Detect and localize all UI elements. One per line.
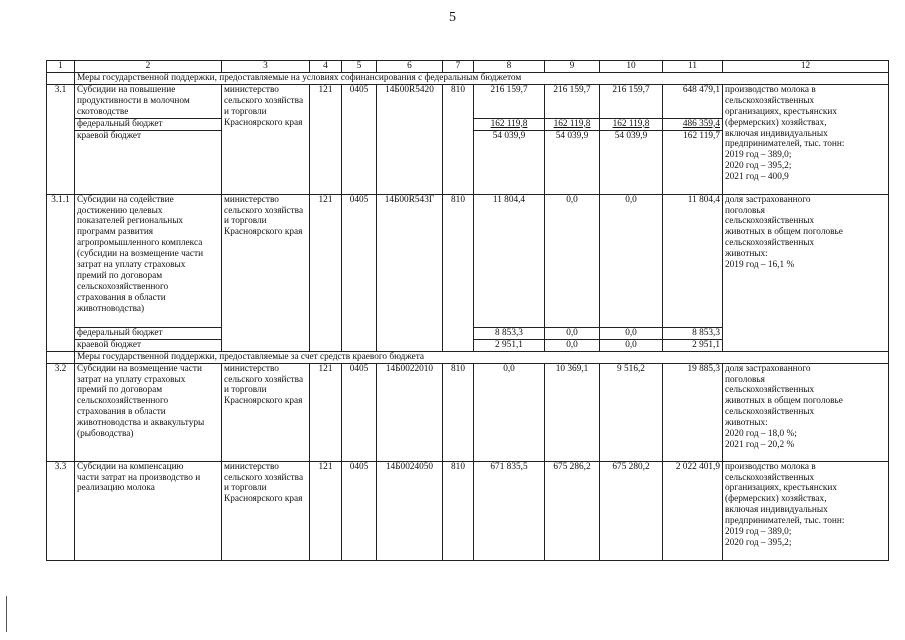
federal-amount-total: 8 853,3	[663, 327, 723, 339]
table-row	[47, 84, 889, 118]
amount-year-2: 216 159,7	[545, 84, 600, 118]
federal-amount-year-1: 162 119,8	[474, 118, 545, 130]
regional-amount-year-2: 0,0	[545, 339, 600, 351]
table-row	[47, 461, 889, 560]
expected-result: доля застрахованного поголовья сельскохозяйственных животных в общем поголовье сельскохозяйственных животных: 2019 год – 16,1 %	[723, 194, 889, 351]
table-row	[47, 363, 889, 461]
csr-code: 14Б00R543Г	[377, 194, 443, 351]
measure-name: Субсидии на возмещение части затрат на уплату страховых премий по договорам сельскохозяйственного страхования в области животноводства и аквакультуры (рыбоводства)	[75, 363, 222, 461]
executor: министерство сельского хозяйства и торговли Красноярского края	[222, 461, 310, 560]
column-number: 9	[545, 61, 600, 73]
regional-budget-label: краевой бюджет	[75, 130, 222, 194]
amount-year-2: 675 286,2	[545, 461, 600, 560]
table-row	[47, 194, 889, 327]
expected-result: производство молока в сельскохозяйственных организациях, крестьянских (фермерских) хозяйствах, включая индивидуальных предпринимателей, тыс. тонн: 2019 год – 389,0; 2020 год – 395,2; 2021 год – 400,9	[723, 84, 889, 194]
amount-year-3: 0,0	[600, 194, 663, 327]
vr-code: 810	[443, 84, 474, 194]
measure-name: Субсидии на компенсацию части затрат на производство и реализацию молока	[75, 461, 222, 560]
vr-code: 810	[443, 363, 474, 461]
expected-result: доля застрахованного поголовья сельскохозяйственных животных в общем поголовье сельскохозяйственных животных: 2020 год – 18,0 %; 2021 год – 20,2 %	[723, 363, 889, 461]
column-number: 3	[222, 61, 310, 73]
section-federal-title: Меры государственной поддержки, предоставляемые на условиях софинансирования с федеральным бюджетом	[75, 72, 889, 84]
regional-amount-year-2: 54 039,9	[545, 130, 600, 194]
column-number: 5	[342, 61, 377, 73]
column-number: 7	[443, 61, 474, 73]
grbs-code: 121	[310, 461, 342, 560]
amount-year-3: 216 159,7	[600, 84, 663, 118]
section-regional-title: Меры государственной поддержки, предоставляемые за счет средств краевого бюджета	[75, 351, 889, 363]
rzpr-code: 0405	[342, 194, 377, 351]
page-number: 5	[449, 10, 456, 25]
column-number: 12	[723, 61, 889, 73]
federal-budget-label: федеральный бюджет	[75, 327, 222, 339]
federal-amount-year-2: 0,0	[545, 327, 600, 339]
row-number: 3.1.1	[47, 194, 75, 351]
row-number: 3.2	[47, 363, 75, 461]
amount-year-1: 0,0	[474, 363, 545, 461]
amount-year-2: 0,0	[545, 194, 600, 327]
column-number: 8	[474, 61, 545, 73]
amount-year-1: 11 804,4	[474, 194, 545, 327]
amount-year-3: 675 280,2	[600, 461, 663, 560]
amount-year-1: 671 835,5	[474, 461, 545, 560]
grbs-code: 121	[310, 194, 342, 351]
rzpr-code: 0405	[342, 461, 377, 560]
column-number: 2	[75, 61, 222, 73]
executor: министерство сельского хозяйства и торговли Красноярского края	[222, 194, 310, 351]
federal-amount-year-1: 8 853,3	[474, 327, 545, 339]
csr-code: 14Б00R5420	[377, 84, 443, 194]
row-number: 3.1	[47, 84, 75, 194]
scan-margin-line	[6, 596, 7, 632]
measure-name: Субсидии на повышение продуктивности в молочном скотоводстве	[75, 84, 222, 118]
regional-budget-label: краевой бюджет	[75, 339, 222, 351]
amount-total: 11 804,4	[663, 194, 723, 327]
vr-code: 810	[443, 461, 474, 560]
executor: министерство сельского хозяйства и торговли Красноярского края	[222, 84, 310, 194]
federal-amount-year-3: 0,0	[600, 327, 663, 339]
column-number-row	[47, 61, 889, 73]
amount-year-2: 10 369,1	[545, 363, 600, 461]
amount-total: 648 479,1	[663, 84, 723, 118]
regional-amount-year-3: 0,0	[600, 339, 663, 351]
amount-total: 19 885,3	[663, 363, 723, 461]
amount-total: 2 022 401,9	[663, 461, 723, 560]
federal-amount-total: 486 359,4	[663, 118, 723, 130]
federal-budget-label: федеральный бюджет	[75, 118, 222, 130]
regional-amount-year-1: 54 039,9	[474, 130, 545, 194]
row-number: 3.3	[47, 461, 75, 560]
csr-code: 14Б0024050	[377, 461, 443, 560]
column-number: 11	[663, 61, 723, 73]
executor: министерство сельского хозяйства и торговли Красноярского края	[222, 363, 310, 461]
subsidies-table	[46, 60, 889, 561]
vr-code: 810	[443, 194, 474, 351]
column-number: 10	[600, 61, 663, 73]
column-number: 6	[377, 61, 443, 73]
column-number: 4	[310, 61, 342, 73]
grbs-code: 121	[310, 363, 342, 461]
regional-amount-year-3: 54 039,9	[600, 130, 663, 194]
grbs-code: 121	[310, 84, 342, 194]
section-header-row	[47, 351, 889, 363]
regional-amount-year-1: 2 951,1	[474, 339, 545, 351]
section-header-row	[47, 72, 889, 84]
regional-amount-total: 2 951,1	[663, 339, 723, 351]
rzpr-code: 0405	[342, 84, 377, 194]
federal-amount-year-2: 162 119,8	[545, 118, 600, 130]
column-number: 1	[47, 61, 75, 73]
expected-result: производство молока в сельскохозяйственных организациях, крестьянских (фермерских) хозяйствах, включая индивидуальных предпринимателей, тыс. тонн: 2019 год – 389,0; 2020 год – 395,2;	[723, 461, 889, 560]
amount-year-3: 9 516,2	[600, 363, 663, 461]
amount-year-1: 216 159,7	[474, 84, 545, 118]
regional-amount-total: 162 119,7	[663, 130, 723, 194]
measure-name: Субсидии на содействие достижению целевых показателей региональных программ развития агропромышленного комплекса (субсидии на возмещение части затрат на уплату страховых премий по договорам сельскохозяйственного страхования в области животноводства)	[75, 194, 222, 327]
rzpr-code: 0405	[342, 363, 377, 461]
csr-code: 14Б0022010	[377, 363, 443, 461]
federal-amount-year-3: 162 119,8	[600, 118, 663, 130]
